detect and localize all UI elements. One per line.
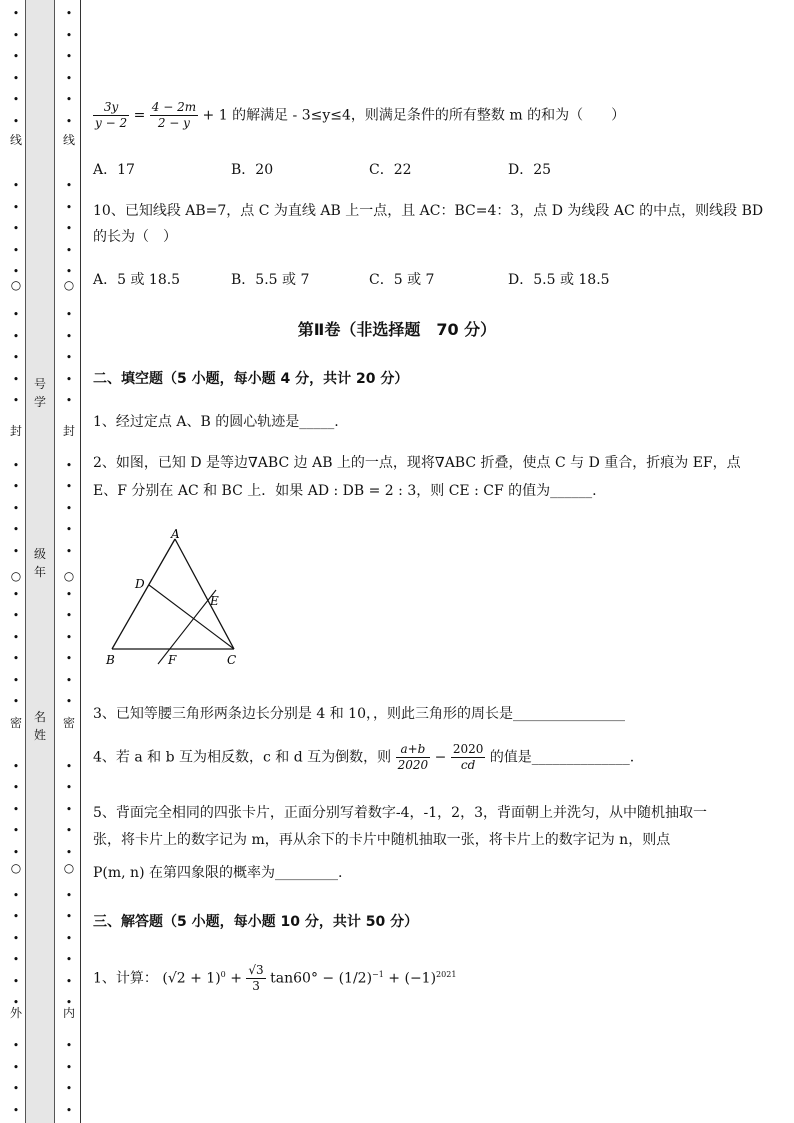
inner-label-seal: 封 [62, 424, 75, 438]
outer-label-outside: 外 [9, 1006, 22, 1020]
inner-seal-dot: • [65, 931, 73, 945]
inner-seal-dot: • [65, 114, 73, 128]
q4-minus: − [434, 749, 447, 766]
inner-seal-dot: • [65, 1060, 73, 1074]
inner-seal-dot: • [65, 695, 73, 708]
outer-seal-dot: • [12, 523, 20, 536]
fill-q5-line2: 张，将卡片上的数字记为 m，再从余下的卡片中随机抽取一张，将卡片上的数字记为 n，则点 [93, 832, 671, 848]
segment-dc [149, 585, 234, 649]
field-student-id: 号学 [33, 377, 46, 409]
field-grade: 级年 [33, 547, 46, 579]
inner-label-inside: 内 [62, 1006, 75, 1020]
outer-seal-dot: • [12, 587, 20, 601]
q9-option-b: B．20 [231, 162, 274, 178]
label-c: C [227, 653, 237, 667]
outer-seal-dot: • [12, 759, 20, 773]
inner-seal-dot: • [65, 974, 73, 988]
outer-seal-dot: • [12, 652, 20, 665]
q1-exp-neg1: −1 [372, 969, 384, 979]
inner-seal-dot: • [65, 544, 73, 558]
inner-seal-dot: • [65, 394, 73, 407]
inner-seal-circle: ○ [63, 569, 75, 583]
inner-seal-dot: • [65, 759, 73, 773]
q10-option-b: B．5.5 或 7 [231, 272, 310, 288]
inner-seal-dot: • [65, 652, 73, 665]
q4-post: 的值是______________. [489, 749, 635, 766]
inner-label-secret: 密 [62, 716, 75, 730]
q1-neg-one: + (−1) [388, 970, 437, 987]
inner-seal-dot: • [65, 351, 73, 364]
outer-seal-dot: • [12, 544, 20, 558]
inner-seal-dot: • [65, 308, 73, 321]
inner-seal-dot: • [65, 1103, 73, 1117]
inner-seal-dot: • [65, 480, 73, 493]
outer-seal-dot: • [12, 265, 20, 278]
triangle-figure [100, 525, 250, 670]
inner-seal-dot: • [65, 1082, 73, 1095]
q9-option-a: A．17 [93, 162, 135, 178]
inner-seal-dot: • [65, 501, 73, 515]
inner-seal-dot: • [65, 781, 73, 794]
fold-line-ef [158, 590, 216, 664]
outer-seal-dot: • [12, 308, 20, 321]
fill-q4 [93, 742, 634, 773]
outer-seal-dot: • [12, 953, 20, 966]
section3-heading: 三、解答题（5 小题，每小题 10 分，共计 50 分） [93, 914, 419, 930]
q9-frac-left: $\frac{3y}{y - 2}$ [95, 100, 128, 130]
outer-seal-dot: • [12, 1060, 20, 1074]
outer-seal-dot: • [12, 888, 20, 902]
inner-seal-dot: • [65, 50, 73, 63]
outer-seal-dot: • [12, 222, 20, 235]
inner-seal-dot: • [65, 1039, 73, 1052]
fill-q2-line1: 2、如图，已知 D 是等边∇ABC 边 AB 上的一点，现将∇ABC 折叠，使点 C 与 D 重合，折痕为 EF，点 [93, 455, 741, 471]
q4-frac2: $\frac{2020}{cd}$ [452, 742, 484, 772]
q1-tan: tan60° − [270, 970, 335, 987]
outer-seal-dot: • [12, 695, 20, 708]
q1-pre: 1、计算： [93, 970, 158, 987]
fill-q2-line2: E、F 分别在 AC 和 BC 上．如果 AD : DB = 2 : 3，则 CE : CF 的值为______. [93, 483, 597, 499]
inner-seal-dot: • [65, 458, 73, 472]
inner-seal-dot: • [65, 243, 73, 257]
part2-title: 第Ⅱ卷（非选择题 70 分） [297, 320, 497, 339]
q10-line1: 10、已知线段 AB=7，点 C 为直线 AB 上一点，且 AC：BC=4：3，点 D 为线段 AC 的中点，则线段 BD [93, 203, 764, 219]
inner-seal-dot: • [65, 673, 73, 687]
outer-seal-dot: • [12, 802, 20, 816]
outer-seal-dot: • [12, 630, 20, 644]
inner-seal-dot: • [65, 802, 73, 816]
outer-seal-dot: • [12, 351, 20, 364]
outer-seal-dot: • [12, 845, 20, 859]
outer-seal-dot: • [12, 243, 20, 257]
outer-seal-dot: • [12, 179, 20, 192]
outer-seal-circle: ○ [10, 278, 22, 292]
outer-seal-dot: • [12, 372, 20, 386]
outer-seal-dot: • [12, 781, 20, 794]
inner-seal-dot: • [65, 93, 73, 106]
outer-seal-dot: • [12, 329, 20, 343]
q4-frac1: $\frac{a+b}{2020}$ [397, 742, 429, 772]
outer-seal-dot: • [12, 114, 20, 128]
q9-equation [93, 100, 625, 131]
outer-seal-circle: ○ [10, 861, 22, 875]
outer-seal-dot: • [12, 609, 20, 622]
outer-seal-dot: • [12, 910, 20, 923]
outer-label-seal: 封 [9, 424, 22, 438]
inner-seal-dot: • [65, 200, 73, 214]
inner-seal-dot: • [65, 71, 73, 85]
outer-seal-dot: • [12, 996, 20, 1009]
inner-seal-circle: ○ [63, 861, 75, 875]
q1-frac-sqrt3: $\frac{√3}{3}$ [248, 963, 264, 993]
q9-equals: = [133, 107, 146, 124]
inner-seal-dot: • [65, 523, 73, 536]
q1-plus: + [230, 970, 242, 987]
q1-exp-2021: 2021 [436, 969, 457, 979]
inner-seal-dot: • [65, 265, 73, 278]
outer-seal-dot: • [12, 200, 20, 214]
q10-line2: 的长为（ ） [93, 229, 177, 245]
q9-option-c: C．22 [369, 162, 412, 178]
side-ab [112, 539, 175, 649]
outer-seal-dot: • [12, 673, 20, 687]
q10-option-c: C．5 或 7 [369, 272, 435, 288]
label-f: F [168, 653, 177, 667]
q10-option-d: D．5.5 或 18.5 [508, 272, 610, 288]
label-b: B [106, 653, 115, 667]
outer-seal-dot: • [12, 7, 20, 20]
fill-q1: 1、经过定点 A、B 的圆心轨迹是_____. [93, 414, 339, 430]
outer-seal-dot: • [12, 458, 20, 472]
inner-seal-dot: • [65, 329, 73, 343]
inner-seal-dot: • [65, 630, 73, 644]
outer-label-line: 线 [9, 133, 22, 147]
label-e: E [210, 594, 219, 608]
q9-option-d: D．25 [508, 162, 552, 178]
inner-seal-dot: • [65, 587, 73, 601]
q9-text: + 1 的解满足 - 3≤y≤4，则满足条件的所有整数 m 的和为（ ） [202, 107, 626, 124]
q1-exp-zero: 0 [220, 969, 226, 979]
field-name: 名姓 [33, 710, 46, 742]
outer-seal-dot: • [12, 93, 20, 106]
binding-inner-line [80, 0, 81, 1123]
outer-seal-dot: • [12, 50, 20, 63]
inner-seal-dot: • [65, 888, 73, 902]
side-ac [175, 539, 234, 649]
outer-seal-dot: • [12, 28, 20, 42]
outer-seal-dot: • [12, 1039, 20, 1052]
inner-seal-dot: • [65, 845, 73, 859]
inner-seal-dot: • [65, 824, 73, 837]
outer-seal-dot: • [12, 1103, 20, 1117]
outer-seal-circle: ○ [10, 569, 22, 583]
inner-seal-dot: • [65, 372, 73, 386]
inner-seal-dot: • [65, 222, 73, 235]
outer-label-secret: 密 [9, 716, 22, 730]
section2-heading: 二、填空题（5 小题，每小题 4 分，共计 20 分） [93, 371, 409, 387]
label-d: D [135, 577, 145, 591]
fill-q3: 3、已知等腰三角形两条边长分别是 4 和 10，，则此三角形的周长是________________ [93, 706, 625, 722]
label-a: A [171, 527, 180, 541]
inner-seal-dot: • [65, 910, 73, 923]
fill-q5-line1: 5、背面完全相同的四张卡片，正面分别写着数字-4，-1，2，3，背面朝上并洗匀，从中随机抽取一 [93, 805, 707, 821]
outer-seal-dot: • [12, 480, 20, 493]
inner-seal-dot: • [65, 7, 73, 20]
q9-frac-right: $\frac{4 - 2m}{2 - y}$ [151, 100, 197, 130]
outer-seal-dot: • [12, 501, 20, 515]
inner-seal-dot: • [65, 609, 73, 622]
outer-seal-dot: • [12, 1082, 20, 1095]
q1-sqrt-term: (√2 + 1) [162, 970, 221, 987]
q4-pre: 4、若 a 和 b 互为相反数，c 和 d 互为倒数，则 [93, 749, 392, 766]
outer-seal-dot: • [12, 931, 20, 945]
outer-seal-dot: • [12, 394, 20, 407]
inner-seal-circle: ○ [63, 278, 75, 292]
inner-seal-dot: • [65, 28, 73, 42]
outer-seal-dot: • [12, 824, 20, 837]
q10-option-a: A．5 或 18.5 [93, 272, 181, 288]
outer-seal-dot: • [12, 974, 20, 988]
solve-q1 [93, 963, 456, 994]
inner-label-line: 线 [62, 133, 75, 147]
outer-seal-dot: • [12, 71, 20, 85]
q1-half: (1/2) [338, 970, 373, 987]
inner-seal-dot: • [65, 953, 73, 966]
inner-seal-dot: • [65, 996, 73, 1009]
fill-q5-line3: P(m, n) 在第四象限的概率为_________. [93, 865, 343, 881]
inner-seal-dot: • [65, 179, 73, 192]
